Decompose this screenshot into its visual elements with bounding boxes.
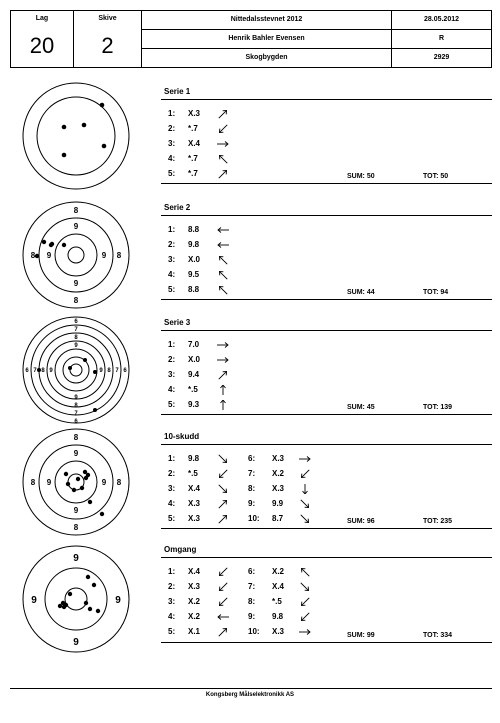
running-total: TOT: 334: [423, 632, 453, 639]
svg-text:9: 9: [31, 595, 37, 606]
shot-score: 9.5: [188, 270, 200, 279]
svg-text:7: 7: [74, 327, 78, 333]
shot-number: 10:: [248, 627, 260, 636]
svg-text:9: 9: [115, 595, 121, 606]
footer-text: Kongsberg Målselektronikk AS: [205, 692, 295, 698]
shot-number: 3:: [168, 139, 176, 148]
shot-score: *.7: [188, 169, 198, 178]
section-divider: [161, 183, 492, 184]
svg-text:9: 9: [101, 251, 107, 260]
shot-number: 8:: [248, 597, 256, 606]
direction-arrow-icon: [216, 154, 230, 164]
shot-score: X.2: [188, 597, 201, 606]
info-cell: [142, 11, 392, 67]
shot-score: 9.8: [188, 240, 200, 249]
shot-score: X.1: [188, 627, 201, 636]
section-title-underline: [161, 99, 492, 100]
direction-arrow-icon: [216, 340, 230, 350]
svg-text:9: 9: [73, 637, 79, 648]
section-divider: [161, 528, 492, 529]
svg-text:8: 8: [74, 403, 78, 409]
shot-number: 5:: [168, 514, 176, 523]
svg-text:8: 8: [30, 478, 36, 487]
svg-text:8: 8: [73, 433, 79, 442]
shot-score: X.4: [188, 139, 201, 148]
direction-arrow-icon: [216, 124, 230, 134]
svg-text:9: 9: [46, 478, 52, 487]
shot-number: 1:: [168, 225, 176, 234]
section-title-underline: [161, 444, 492, 445]
series-sum: SUM: 45: [347, 404, 375, 411]
shot-number: 1:: [168, 454, 176, 463]
shot-number: 2:: [168, 240, 176, 249]
shot-score: *.7: [188, 154, 198, 163]
svg-text:7: 7: [33, 368, 37, 374]
shot-score: 9.3: [188, 400, 200, 409]
running-total: TOT: 235: [423, 518, 453, 525]
direction-arrow-icon: [298, 597, 312, 607]
skive-label: Skive: [98, 15, 117, 22]
svg-text:6: 6: [74, 319, 78, 325]
shot-score: 8.8: [188, 225, 200, 234]
shot-number: 2:: [168, 124, 176, 133]
section-divider: [161, 414, 492, 415]
direction-arrow-icon: [216, 109, 230, 119]
shot-score: 9.4: [188, 370, 200, 379]
meta-cell: [392, 11, 491, 67]
shot-score: X.2: [272, 567, 285, 576]
event-name: Nittedalsstevnet 2012: [142, 11, 391, 30]
shot-number: 5:: [168, 169, 176, 178]
direction-arrow-icon: [216, 270, 230, 280]
direction-arrow-icon: [216, 400, 230, 410]
svg-text:9: 9: [46, 251, 52, 260]
running-total: TOT: 139: [423, 404, 453, 411]
direction-arrow-icon: [298, 612, 312, 622]
target-serie-1: [22, 82, 130, 190]
series-sum: SUM: 44: [347, 289, 375, 296]
svg-text:9: 9: [49, 368, 53, 374]
svg-text:6: 6: [123, 368, 127, 374]
shot-score: *.5: [272, 597, 282, 606]
target-10-skudd: [22, 428, 130, 536]
shot-number: 3:: [168, 370, 176, 379]
shot-number: 2:: [168, 582, 176, 591]
section-title: Serie 3: [164, 318, 191, 327]
direction-arrow-icon: [216, 612, 230, 622]
lag-label: Lag: [35, 15, 49, 22]
lag-cell: [11, 11, 74, 67]
shot-number: 4:: [168, 270, 176, 279]
section-title-underline: [161, 330, 492, 331]
direction-arrow-icon: [298, 567, 312, 577]
svg-text:8: 8: [73, 296, 79, 305]
shot-score: X.3: [188, 582, 201, 591]
section-title-underline: [161, 215, 492, 216]
svg-text:9: 9: [73, 222, 79, 231]
direction-arrow-icon: [298, 627, 312, 637]
shot-score: X.2: [272, 469, 285, 478]
skive-cell: [74, 11, 142, 67]
shot-score: X.2: [188, 612, 201, 621]
series-sum: SUM: 96: [347, 518, 375, 525]
svg-text:9: 9: [74, 343, 78, 349]
svg-text:8: 8: [74, 335, 78, 341]
shot-number: 9:: [248, 612, 256, 621]
direction-arrow-icon: [298, 454, 312, 464]
shot-score: X.3: [188, 499, 201, 508]
shooter-id: 2929: [433, 54, 450, 61]
series-sum: SUM: 99: [347, 632, 375, 639]
shot-number: 4:: [168, 612, 176, 621]
shot-number: 5:: [168, 627, 176, 636]
shot-number: 3:: [168, 597, 176, 606]
direction-arrow-icon: [216, 469, 230, 479]
target-serie-3: [22, 316, 130, 424]
direction-arrow-icon: [298, 484, 312, 494]
lag-value: 20: [29, 33, 55, 58]
section-title: Serie 2: [164, 203, 191, 212]
target-serie-2: [22, 201, 130, 309]
shot-number: 5:: [168, 285, 176, 294]
section-divider: [161, 642, 492, 643]
direction-arrow-icon: [216, 225, 230, 235]
shooter-name: Henrik Bahler Evensen: [142, 30, 391, 49]
direction-arrow-icon: [216, 484, 230, 494]
direction-arrow-icon: [216, 514, 230, 524]
shot-score: X.3: [188, 109, 201, 118]
footer-divider: [10, 688, 492, 689]
svg-text:8: 8: [73, 523, 79, 532]
direction-arrow-icon: [298, 469, 312, 479]
shot-score: X.3: [188, 514, 201, 523]
svg-text:6: 6: [74, 419, 78, 424]
shot-number: 1:: [168, 567, 176, 576]
target-omgang: [22, 545, 130, 653]
shot-number: 10:: [248, 514, 260, 523]
svg-text:7: 7: [74, 411, 78, 417]
shot-score: X.3: [272, 484, 285, 493]
direction-arrow-icon: [298, 514, 312, 524]
shot-score: 9.8: [272, 612, 284, 621]
section-divider: [161, 299, 492, 300]
direction-arrow-icon: [216, 627, 230, 637]
shot-score: 8.8: [188, 285, 200, 294]
svg-text:8: 8: [41, 368, 45, 374]
svg-text:9: 9: [101, 478, 107, 487]
direction-arrow-icon: [216, 597, 230, 607]
shot-number: 1:: [168, 109, 176, 118]
shot-number: 4:: [168, 385, 176, 394]
direction-arrow-icon: [216, 169, 230, 179]
svg-text:9: 9: [74, 395, 78, 401]
shot-number: 2:: [168, 355, 176, 364]
shot-score: X.0: [188, 355, 201, 364]
running-total: TOT: 94: [423, 289, 449, 296]
svg-text:9: 9: [99, 368, 103, 374]
direction-arrow-icon: [216, 370, 230, 380]
direction-arrow-icon: [216, 285, 230, 295]
shooter-class: R: [392, 30, 491, 49]
shot-number: 9:: [248, 499, 256, 508]
section-title: Serie 1: [164, 87, 191, 96]
shot-score: *.5: [188, 385, 198, 394]
shot-number: 7:: [248, 469, 256, 478]
event-date: 28.05.2012: [392, 11, 491, 30]
shot-score: X.0: [188, 255, 201, 264]
svg-text:9: 9: [73, 449, 79, 458]
shot-number: 8:: [248, 484, 256, 493]
svg-text:8: 8: [73, 206, 79, 215]
direction-arrow-icon: [216, 499, 230, 509]
svg-text:7: 7: [115, 368, 119, 374]
shot-score: X.3: [272, 454, 285, 463]
running-total: TOT: 50: [423, 173, 449, 180]
svg-text:8: 8: [30, 251, 36, 260]
shot-number: 3:: [168, 255, 176, 264]
shot-number: 5:: [168, 400, 176, 409]
direction-arrow-icon: [216, 255, 230, 265]
club-name: Skogbygden: [245, 54, 288, 61]
section-title-underline: [161, 557, 492, 558]
direction-arrow-icon: [216, 567, 230, 577]
shot-score: 9.8: [188, 454, 200, 463]
shot-number: 4:: [168, 154, 176, 163]
direction-arrow-icon: [216, 139, 230, 149]
series-sum: SUM: 50: [347, 173, 375, 180]
svg-text:9: 9: [73, 553, 79, 564]
shot-number: 6:: [248, 567, 256, 576]
shot-score: X.4: [272, 582, 285, 591]
svg-text:9: 9: [73, 279, 79, 288]
direction-arrow-icon: [298, 499, 312, 509]
shot-score: 9.9: [272, 499, 284, 508]
shot-score: X.3: [272, 627, 285, 636]
shot-score: X.4: [188, 484, 201, 493]
scorecard-header: [10, 10, 492, 68]
shot-number: 2:: [168, 469, 176, 478]
direction-arrow-icon: [216, 385, 230, 395]
shot-score: 7.0: [188, 340, 200, 349]
direction-arrow-icon: [216, 240, 230, 250]
shot-score: X.4: [188, 567, 201, 576]
direction-arrow-icon: [298, 582, 312, 592]
shot-score: *.5: [188, 469, 198, 478]
shot-number: 1:: [168, 340, 176, 349]
shot-score: *.7: [188, 124, 198, 133]
direction-arrow-icon: [216, 582, 230, 592]
shot-number: 3:: [168, 484, 176, 493]
shot-score: 8.7: [272, 514, 284, 523]
svg-text:9: 9: [73, 506, 79, 515]
shot-number: 6:: [248, 454, 256, 463]
shot-number: 4:: [168, 499, 176, 508]
section-title: 10-skudd: [164, 432, 200, 441]
svg-text:6: 6: [25, 368, 29, 374]
svg-text:8: 8: [107, 368, 111, 374]
direction-arrow-icon: [216, 355, 230, 365]
shot-number: 7:: [248, 582, 256, 591]
svg-text:8: 8: [116, 478, 122, 487]
direction-arrow-icon: [216, 454, 230, 464]
skive-value: 2: [101, 33, 114, 58]
section-title: Omgang: [164, 545, 197, 554]
svg-text:8: 8: [116, 251, 122, 260]
